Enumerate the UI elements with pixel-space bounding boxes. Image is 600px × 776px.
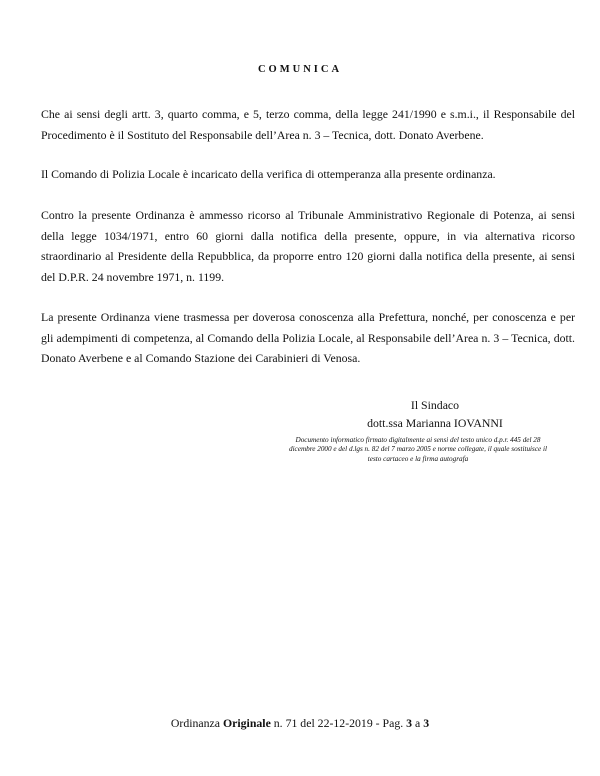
footer-type: Originale <box>222 716 271 730</box>
page-footer <box>0 716 600 731</box>
paragraph-responsabile: Che ai sensi degli artt. 3, quarto comma, e 5, terzo comma, della legge 241/1990 e s.m.i., il Responsabile del Procedimento è il Sostituto del Responsabile dell’Area n. 3 – Tecnica, dott. Donato Averbene. <box>41 107 575 142</box>
footer-page: 3 <box>406 716 413 730</box>
paragraph-polizia-locale: Il Comando di Polizia Locale è incaricato della verifica di ottemperanza alla presente ordinanza. <box>41 167 496 181</box>
footer-prefix: Ordinanza <box>170 716 221 730</box>
signature-name: dott.ssa Marianna IOVANNI <box>367 416 503 430</box>
signature-title: Il Sindaco <box>410 398 460 412</box>
footer-number: n. 71 del 22-12-2019 - Pag. <box>273 716 404 730</box>
footer-total: 3 <box>423 716 430 730</box>
paragraph-trasmissione: La presente Ordinanza viene trasmessa per doverosa conoscenza alla Prefettura, nonché, per conoscenza e per gli adempimenti di competenza, al Comando della Polizia Locale, al Responsabile dell’Area n. 3 – Tecnica, dott. Donato Averbene e al Comando Stazione dei Carabinieri di Venosa. <box>41 310 575 365</box>
paragraph-ricorso: Contro la presente Ordinanza è ammesso ricorso al Tribunale Amministrativo Regionale di Potenza, ai sensi della legge 1034/1971, entro 60 giorni dalla notifica della presente, oppure, in via alternativa ricorso straordinario al Presidente della Repubblica, da proporre entro 120 giorni dalla notifica della presente, ai sensi del D.P.R. 24 novembre 1971, n. 1199. <box>41 208 575 284</box>
footer-of: a <box>415 716 421 730</box>
section-heading: COMUNICA <box>257 64 343 75</box>
digital-signature-note: Documento informatico firmato digitalmente ai sensi del testo unico d.p.r. 445 del 28 dicembre 2000 e del d.lgs n. 82 del 7 marzo 2005 e norme collegate, il quale sostituisce il testo cartaceo e la firma autografa <box>288 436 548 463</box>
